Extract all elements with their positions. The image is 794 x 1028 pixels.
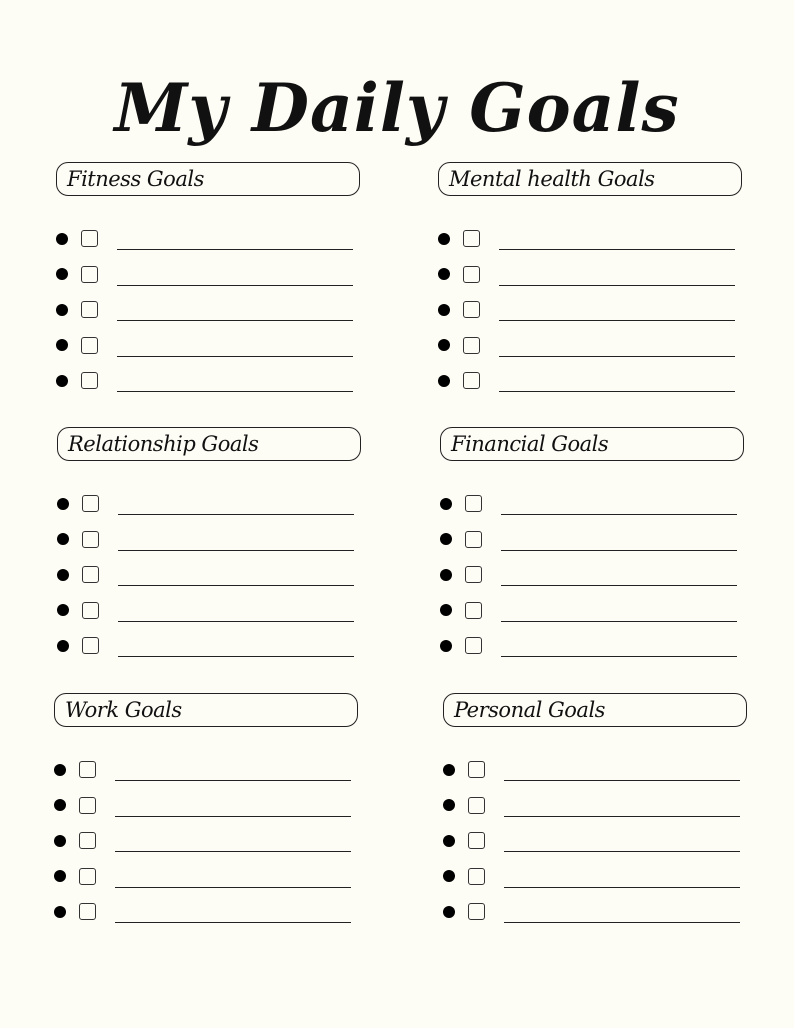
goal-checkbox[interactable] [79,903,96,920]
goal-input-line[interactable] [504,900,740,923]
goal-row [57,628,361,664]
goal-input-line[interactable] [501,634,737,657]
section-relationship [57,427,361,664]
goal-input-line[interactable] [504,758,740,781]
section-title: Relationship Goals [68,432,259,456]
page-title: My Daily Goals [114,69,680,148]
goal-input-line[interactable] [499,334,735,357]
section-header-relationship [57,427,361,461]
bullet-icon [443,870,455,882]
goal-row [440,522,744,558]
section-mental-health [438,162,742,399]
bullet-icon [56,339,68,351]
goal-checkbox[interactable] [465,602,482,619]
goal-input-line[interactable] [118,563,354,586]
goal-input-line[interactable] [117,334,353,357]
bullet-icon [440,640,452,652]
goal-checkbox[interactable] [81,337,98,354]
bullet-icon [438,304,450,316]
goal-row [443,752,747,788]
bullet-icon [56,233,68,245]
goal-input-line[interactable] [117,369,353,392]
goal-checkbox[interactable] [81,301,98,318]
goal-row [57,593,361,629]
goal-input-line[interactable] [115,794,351,817]
goal-row [438,328,742,364]
goal-input-line[interactable] [118,528,354,551]
goal-row [440,557,744,593]
goal-input-line[interactable] [504,829,740,852]
goal-input-line[interactable] [501,599,737,622]
goal-checkbox[interactable] [468,832,485,849]
goal-row [54,894,358,930]
goal-list [443,752,747,930]
goal-row [438,257,742,293]
goal-input-line[interactable] [501,528,737,551]
goal-row [56,221,360,257]
goal-list [56,221,360,399]
goal-row [438,363,742,399]
goal-input-line[interactable] [115,865,351,888]
goal-checkbox[interactable] [465,566,482,583]
bullet-icon [56,375,68,387]
goal-checkbox[interactable] [82,531,99,548]
goal-checkbox[interactable] [82,637,99,654]
goal-checkbox[interactable] [463,266,480,283]
section-title: Mental health Goals [449,167,655,191]
goal-checkbox[interactable] [463,301,480,318]
goal-row [56,328,360,364]
goal-checkbox[interactable] [79,797,96,814]
section-work [54,693,358,930]
bullet-icon [440,498,452,510]
bullet-icon [57,533,69,545]
bullet-icon [54,799,66,811]
section-title: Fitness Goals [67,167,204,191]
section-header-mental-health [438,162,742,196]
goal-row [438,221,742,257]
goal-input-line[interactable] [499,263,735,286]
goal-row [56,363,360,399]
goal-row [443,859,747,895]
goal-checkbox[interactable] [79,761,96,778]
goal-row [54,823,358,859]
goal-checkbox[interactable] [463,372,480,389]
goal-checkbox[interactable] [82,495,99,512]
goal-row [443,894,747,930]
goal-checkbox[interactable] [468,797,485,814]
goal-input-line[interactable] [499,369,735,392]
bullet-icon [443,764,455,776]
goal-checkbox[interactable] [81,372,98,389]
goal-row [440,628,744,664]
bullet-icon [57,569,69,581]
bullet-icon [438,375,450,387]
goal-checkbox[interactable] [81,266,98,283]
goal-row [440,593,744,629]
goal-input-line[interactable] [117,298,353,321]
bullet-icon [54,870,66,882]
goal-input-line[interactable] [115,829,351,852]
section-header-fitness [56,162,360,196]
bullet-icon [54,764,66,776]
goal-row [443,823,747,859]
goal-row [56,292,360,328]
goal-checkbox[interactable] [82,602,99,619]
bullet-icon [438,233,450,245]
goal-checkbox[interactable] [468,868,485,885]
section-title: Financial Goals [451,432,609,456]
goal-row [443,788,747,824]
section-header-work [54,693,358,727]
goal-input-line[interactable] [115,900,351,923]
section-personal [443,693,747,930]
goal-input-line[interactable] [115,758,351,781]
section-title: Personal Goals [454,698,605,722]
goal-row [440,486,744,522]
bullet-icon [440,533,452,545]
bullet-icon [440,569,452,581]
section-header-personal [443,693,747,727]
goal-input-line[interactable] [504,865,740,888]
goal-checkbox[interactable] [79,832,96,849]
section-header-financial [440,427,744,461]
goal-checkbox[interactable] [465,637,482,654]
goal-row [438,292,742,328]
goal-checkbox[interactable] [463,337,480,354]
goal-row [57,557,361,593]
goal-list [438,221,742,399]
goal-input-line[interactable] [118,599,354,622]
goal-checkbox[interactable] [468,761,485,778]
goal-input-line[interactable] [117,227,353,250]
bullet-icon [443,799,455,811]
goal-row [54,788,358,824]
bullet-icon [440,604,452,616]
section-fitness [56,162,360,399]
goal-input-line[interactable] [118,492,354,515]
section-title: Work Goals [65,698,182,722]
bullet-icon [54,906,66,918]
goal-row [57,486,361,522]
goal-checkbox[interactable] [465,495,482,512]
bullet-icon [54,835,66,847]
bullet-icon [438,339,450,351]
goal-list [57,486,361,664]
goal-row [54,859,358,895]
bullet-icon [438,268,450,280]
goal-input-line[interactable] [501,492,737,515]
bullet-icon [57,498,69,510]
goal-list [54,752,358,930]
goal-input-line[interactable] [118,634,354,657]
bullet-icon [443,906,455,918]
goal-row [56,257,360,293]
goal-checkbox[interactable] [81,230,98,247]
bullet-icon [57,640,69,652]
bullet-icon [56,304,68,316]
goal-input-line[interactable] [499,298,735,321]
goal-checkbox[interactable] [79,868,96,885]
bullet-icon [56,268,68,280]
goal-input-line[interactable] [504,794,740,817]
goal-input-line[interactable] [499,227,735,250]
bullet-icon [443,835,455,847]
bullet-icon [57,604,69,616]
goal-row [54,752,358,788]
goal-input-line[interactable] [117,263,353,286]
goal-input-line[interactable] [501,563,737,586]
goal-checkbox[interactable] [463,230,480,247]
goal-checkbox[interactable] [465,531,482,548]
section-financial [440,427,744,664]
goal-checkbox[interactable] [468,903,485,920]
goal-list [440,486,744,664]
goal-checkbox[interactable] [82,566,99,583]
goal-row [57,522,361,558]
